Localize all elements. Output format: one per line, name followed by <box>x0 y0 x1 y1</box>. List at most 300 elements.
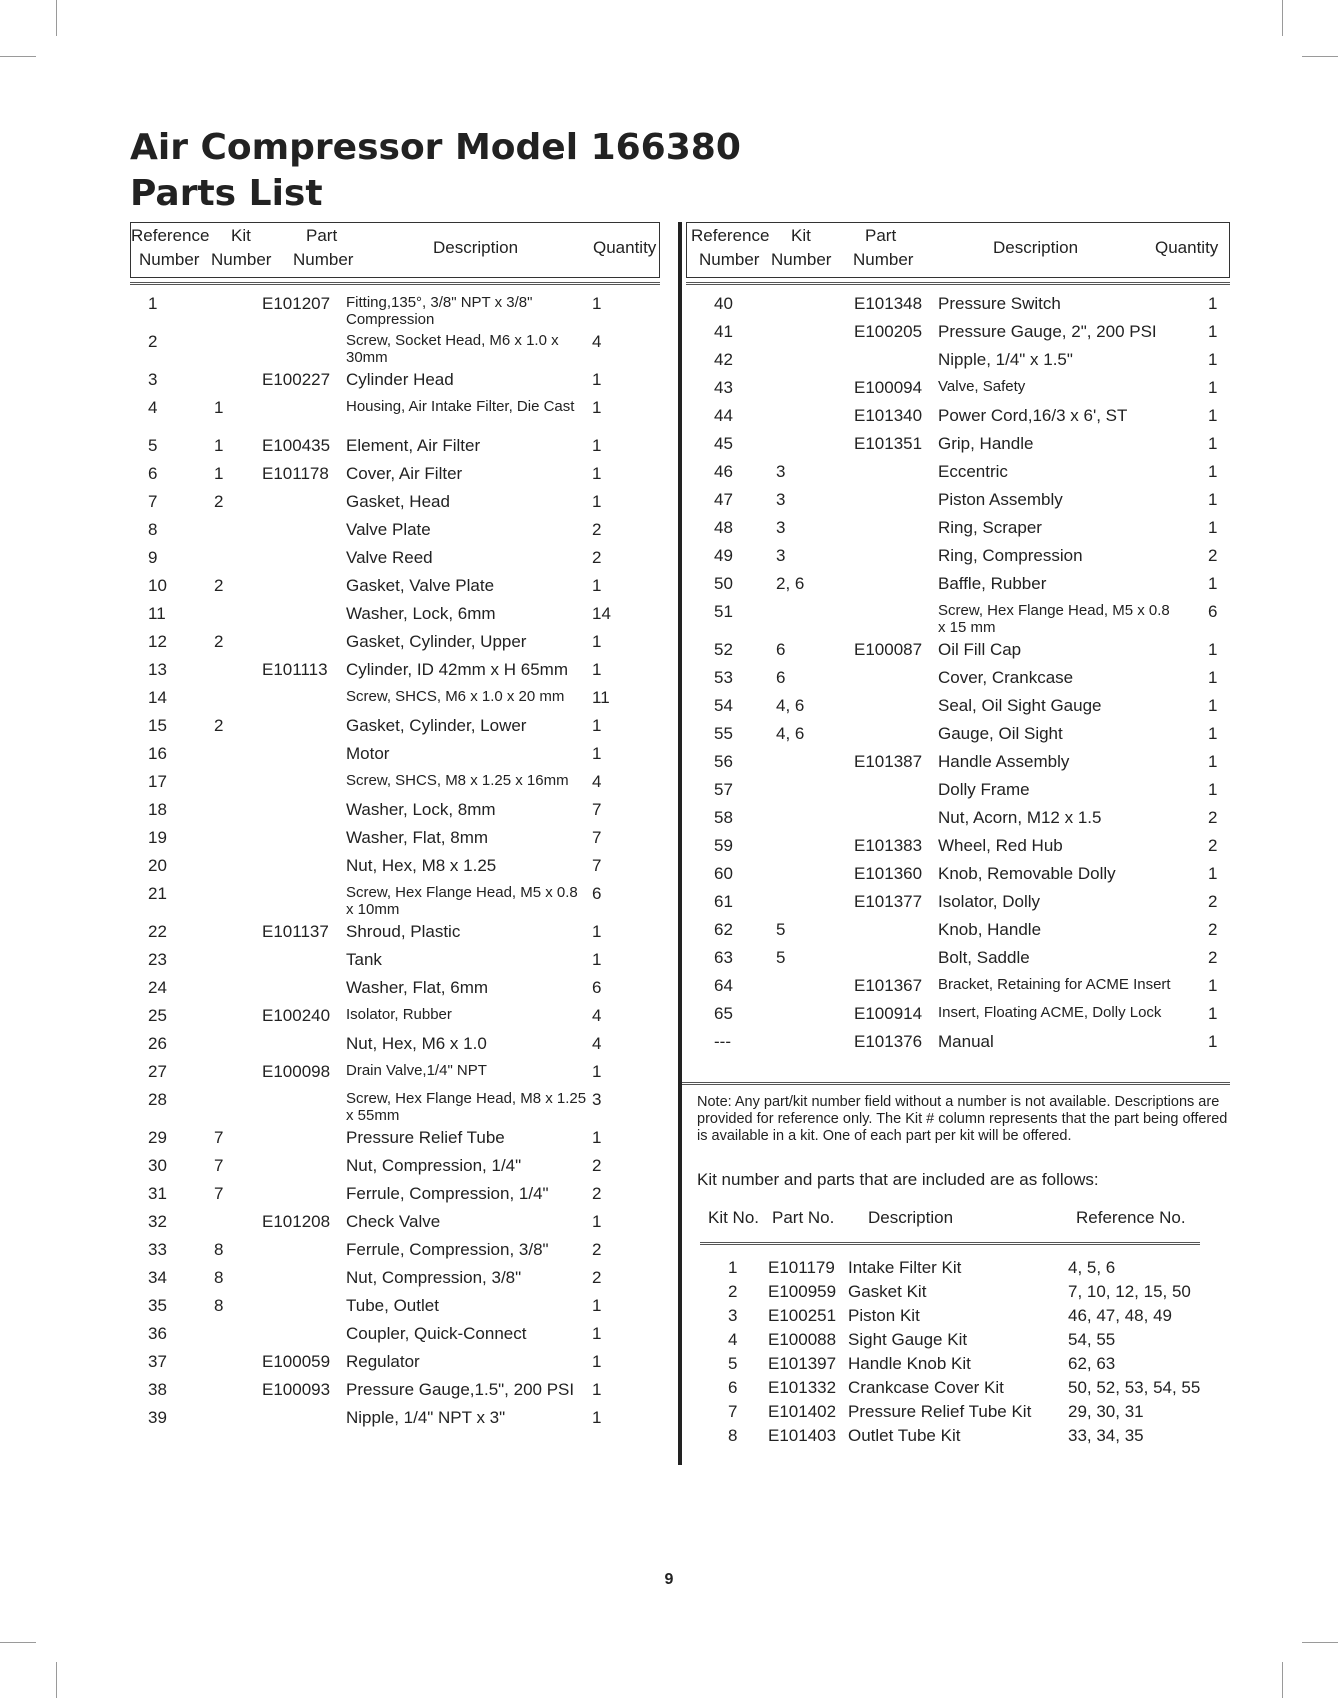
cell-part-number: E101340 <box>854 406 923 425</box>
cell-description: Washer, Flat, 6mm <box>346 978 489 997</box>
cell-description: Fitting,135°, 3/8" NPT x 3/8" Compression <box>346 294 533 328</box>
cell-kit: 7 <box>214 1128 224 1147</box>
cell-quantity: 2 <box>592 1268 602 1287</box>
cell-quantity: 1 <box>1208 518 1218 537</box>
cell-description: Pressure Gauge, 2", 200 PSI <box>938 322 1157 341</box>
table-row <box>686 322 1230 350</box>
cell-quantity: 1 <box>592 398 602 417</box>
cell-quantity: 1 <box>592 1324 602 1343</box>
table-row <box>686 892 1230 920</box>
kit-cell-description: Handle Knob Kit <box>848 1354 971 1373</box>
table-row <box>686 574 1230 602</box>
table-row <box>686 294 1230 322</box>
cell-description: Screw, Hex Flange Head, M5 x 0.8 x 10mm <box>346 884 578 918</box>
cell-reference: 64 <box>714 976 733 995</box>
cell-quantity: 11 <box>592 688 610 707</box>
cell-quantity: 1 <box>592 294 602 313</box>
cell-reference: 29 <box>148 1128 167 1147</box>
crop-mark <box>1282 0 1283 36</box>
cell-description: Piston Assembly <box>938 490 1063 509</box>
cell-description: Nut, Acorn, M12 x 1.5 <box>938 808 1102 827</box>
cell-description: Regulator <box>346 1352 420 1371</box>
cell-part-number: E101351 <box>854 434 923 453</box>
cell-reference: 60 <box>714 864 733 883</box>
cell-description: Gasket, Head <box>346 492 450 511</box>
kit-cell-kit-no: 5 <box>728 1354 738 1373</box>
cell-part-number: E101377 <box>854 892 923 911</box>
note-text: Note: Any part/kit number field without a number is not available. Descriptions are provided for reference only. The Kit # column represents that the part being offered is available in a kit. One of each part per kit will be offered. <box>697 1094 1228 1144</box>
kit-cell-kit-no: 8 <box>728 1426 738 1445</box>
cell-description: Cylinder, ID 42mm x H 65mm <box>346 660 568 679</box>
cell-quantity: 1 <box>592 436 602 455</box>
cell-kit: 2 <box>214 716 224 735</box>
cell-description: Seal, Oil Sight Gauge <box>938 696 1102 715</box>
cell-quantity: 4 <box>592 332 602 351</box>
table-row <box>130 1062 660 1090</box>
cell-description: Element, Air Filter <box>346 436 481 455</box>
cell-description: Washer, Lock, 8mm <box>346 800 496 819</box>
cell-description: Nipple, 1/4" x 1.5" <box>938 350 1073 369</box>
cell-reference: 36 <box>148 1324 167 1343</box>
header-kit-line2: Number <box>771 250 832 269</box>
cell-quantity: 1 <box>1208 294 1218 313</box>
kit-cell-part-no: E100959 <box>768 1282 837 1301</box>
cell-reference: 41 <box>714 322 733 341</box>
kit-row <box>700 1378 1200 1402</box>
cell-quantity: 1 <box>1208 378 1218 397</box>
kit-cell-part-no: E101179 <box>768 1258 835 1277</box>
cell-reference: 34 <box>148 1268 167 1287</box>
parts-table-left <box>130 222 660 1462</box>
cell-part-number: E100205 <box>854 322 923 341</box>
kit-cell-kit-no: 2 <box>728 1282 738 1301</box>
cell-description: Nut, Compression, 1/4" <box>346 1156 522 1175</box>
table-row <box>130 688 660 716</box>
table-row <box>686 780 1230 808</box>
cell-description: Valve, Safety <box>938 378 1026 395</box>
cell-quantity: 1 <box>592 1128 602 1147</box>
cell-part-number: E101178 <box>262 464 329 483</box>
cell-kit: 7 <box>214 1156 224 1175</box>
table-header <box>686 222 1230 278</box>
cell-description: Gasket, Valve Plate <box>346 576 495 595</box>
table-row <box>130 1324 660 1352</box>
table-row <box>686 434 1230 462</box>
kit-row <box>700 1282 1200 1306</box>
cell-description: Nut, Compression, 3/8" <box>346 1268 522 1287</box>
cell-quantity: 1 <box>1208 462 1218 481</box>
cell-quantity: 1 <box>1208 640 1218 659</box>
header-ref-line1: Reference <box>691 226 770 245</box>
table-row <box>686 920 1230 948</box>
header-part-line1: Part <box>865 226 897 245</box>
cell-kit: 3 <box>776 490 786 509</box>
cell-description: Isolator, Dolly <box>938 892 1041 911</box>
kit-cell-description: Pressure Relief Tube Kit <box>848 1402 1032 1421</box>
table-row <box>130 1380 660 1408</box>
crop-mark <box>1282 1662 1283 1698</box>
cell-description: Screw, Hex Flange Head, M8 x 1.25 x 55mm <box>346 1090 587 1124</box>
cell-description: Power Cord,16/3 x 6', ST <box>938 406 1128 425</box>
section-rule <box>682 1082 1230 1085</box>
table-row <box>130 294 660 332</box>
cell-description: Screw, SHCS, M6 x 1.0 x 20 mm <box>346 688 565 705</box>
header-rule <box>130 282 660 285</box>
cell-description: Knob, Handle <box>938 920 1042 939</box>
cell-reference: 58 <box>714 808 733 827</box>
table-row <box>686 378 1230 406</box>
kit-cell-kit-no: 7 <box>728 1402 738 1421</box>
cell-reference: 26 <box>148 1034 167 1053</box>
cell-description: Eccentric <box>938 462 1008 481</box>
cell-kit: 8 <box>214 1296 224 1315</box>
kit-cell-reference-no: 7, 10, 12, 15, 50 <box>1068 1282 1191 1301</box>
cell-description: Cover, Crankcase <box>938 668 1074 687</box>
cell-quantity: 1 <box>1208 864 1218 883</box>
table-row <box>130 332 660 370</box>
table-row <box>130 1184 660 1212</box>
cell-quantity: 1 <box>592 1296 602 1315</box>
cell-reference: 11 <box>148 604 166 623</box>
cell-reference: 62 <box>714 920 733 939</box>
parts-table-right <box>686 222 1230 1082</box>
kit-cell-kit-no: 1 <box>728 1258 738 1277</box>
cell-reference: 45 <box>714 434 733 453</box>
cell-quantity: 1 <box>592 464 602 483</box>
cell-quantity: 1 <box>592 370 602 389</box>
cell-reference: 18 <box>148 800 167 819</box>
cell-description: Gasket, Cylinder, Upper <box>346 632 527 651</box>
kit-cell-reference-no: 62, 63 <box>1068 1354 1116 1373</box>
cell-part-number: E100059 <box>262 1352 331 1371</box>
cell-kit: 1 <box>214 436 224 455</box>
cell-quantity: 1 <box>592 1062 602 1081</box>
table-row <box>130 800 660 828</box>
cell-description: Drain Valve,1/4" NPT <box>346 1062 487 1079</box>
crop-mark <box>56 1662 57 1698</box>
header-quantity: Quantity <box>1155 238 1219 257</box>
cell-reference: 28 <box>148 1090 167 1109</box>
table-row <box>130 1240 660 1268</box>
kit-header-rule <box>700 1242 1200 1245</box>
cell-part-number: E101207 <box>262 294 331 313</box>
table-row <box>130 1296 660 1324</box>
cell-part-number: E100240 <box>262 1006 331 1025</box>
cell-reference: 65 <box>714 1004 733 1023</box>
cell-quantity: 1 <box>592 632 602 651</box>
cell-reference: 30 <box>148 1156 167 1175</box>
kit-cell-description: Gasket Kit <box>848 1282 927 1301</box>
crop-mark <box>1302 56 1338 57</box>
cell-quantity: 2 <box>1208 892 1218 911</box>
cell-quantity: 1 <box>592 1212 602 1231</box>
cell-reference: 1 <box>148 294 158 313</box>
cell-kit: 5 <box>776 948 786 967</box>
crop-mark <box>1302 1642 1338 1643</box>
cell-kit: 4, 6 <box>776 696 805 715</box>
cell-reference: 57 <box>714 780 733 799</box>
kit-cell-part-no: E100088 <box>768 1330 837 1349</box>
cell-quantity: 7 <box>592 856 602 875</box>
cell-reference: 49 <box>714 546 733 565</box>
kit-cell-kit-no: 6 <box>728 1378 738 1397</box>
header-kit-line2: Number <box>211 250 272 269</box>
cell-quantity: 7 <box>592 828 602 847</box>
cell-description: Coupler, Quick-Connect <box>346 1324 527 1343</box>
cell-quantity: 1 <box>592 744 602 763</box>
cell-reference: 47 <box>714 490 733 509</box>
kit-row <box>700 1258 1200 1282</box>
cell-reference: 25 <box>148 1006 167 1025</box>
cell-quantity: 1 <box>592 492 602 511</box>
crop-mark <box>0 1642 36 1643</box>
cell-kit: 3 <box>776 546 786 565</box>
cell-reference: 33 <box>148 1240 167 1259</box>
cell-reference: 22 <box>148 922 167 941</box>
table-row <box>686 948 1230 976</box>
table-row <box>686 462 1230 490</box>
cell-kit: 7 <box>214 1184 224 1203</box>
kit-row <box>700 1306 1200 1330</box>
cell-part-number: E100914 <box>854 1004 923 1023</box>
cell-reference: 5 <box>148 436 158 455</box>
table-row <box>130 492 660 520</box>
cell-description: Tank <box>346 950 382 969</box>
cell-description: Screw, SHCS, M8 x 1.25 x 16mm <box>346 772 569 789</box>
cell-quantity: 1 <box>1208 1004 1218 1023</box>
kit-cell-reference-no: 46, 47, 48, 49 <box>1068 1306 1172 1325</box>
table-row <box>686 1032 1230 1060</box>
cell-quantity: 1 <box>592 1380 602 1399</box>
table-row <box>130 744 660 772</box>
cell-reference: 13 <box>148 660 167 679</box>
table-row <box>686 808 1230 836</box>
table-row <box>130 1034 660 1062</box>
header-description: Description <box>433 238 519 257</box>
kit-cell-description: Crankcase Cover Kit <box>848 1378 1004 1397</box>
cell-description: Screw, Hex Flange Head, M5 x 0.8 x 15 mm <box>938 602 1170 636</box>
cell-kit: 6 <box>776 668 786 687</box>
cell-description: Motor <box>346 744 390 763</box>
cell-quantity: 1 <box>1208 696 1218 715</box>
cell-reference: 46 <box>714 462 733 481</box>
table-row <box>686 752 1230 780</box>
cell-description: Handle Assembly <box>938 752 1070 771</box>
cell-description: Baffle, Rubber <box>938 574 1047 593</box>
kit-row <box>700 1426 1200 1450</box>
table-row <box>130 1156 660 1184</box>
cell-description: Pressure Relief Tube <box>346 1128 505 1147</box>
cell-reference: 38 <box>148 1380 167 1399</box>
table-row <box>130 576 660 604</box>
cell-description: Bolt, Saddle <box>938 948 1030 967</box>
cell-quantity: 2 <box>1208 920 1218 939</box>
kit-cell-part-no: E101397 <box>768 1354 837 1373</box>
kit-row <box>700 1402 1200 1426</box>
cell-description: Pressure Gauge,1.5", 200 PSI <box>346 1380 575 1399</box>
table-row <box>130 548 660 576</box>
cell-reference: 19 <box>148 828 167 847</box>
cell-reference: 21 <box>148 884 167 903</box>
cell-description: Valve Plate <box>346 520 431 539</box>
cell-reference: 23 <box>148 950 167 969</box>
cell-description: Nipple, 1/4" NPT x 3" <box>346 1408 506 1427</box>
cell-reference: 42 <box>714 350 733 369</box>
cell-quantity: 1 <box>592 922 602 941</box>
table-row <box>130 978 660 1006</box>
cell-description: Check Valve <box>346 1212 441 1231</box>
cell-quantity: 2 <box>592 548 602 567</box>
cell-reference: 59 <box>714 836 733 855</box>
cell-kit: 5 <box>776 920 786 939</box>
cell-description: Housing, Air Intake Filter, Die Cast <box>346 398 575 415</box>
cell-reference: 2 <box>148 332 158 351</box>
table-row <box>686 406 1230 434</box>
table-row <box>686 350 1230 378</box>
cell-part-number: E101137 <box>262 922 329 941</box>
table-row <box>130 772 660 800</box>
cell-reference: 37 <box>148 1352 167 1371</box>
cell-part-number: E101348 <box>854 294 923 313</box>
kit-cell-description: Outlet Tube Kit <box>848 1426 961 1445</box>
cell-quantity: 1 <box>592 1408 602 1427</box>
table-row <box>686 640 1230 668</box>
cell-description: Cylinder Head <box>346 370 454 389</box>
cell-kit: 2 <box>214 576 224 595</box>
cell-description: Ferrule, Compression, 3/8" <box>346 1240 549 1259</box>
cell-description: Wheel, Red Hub <box>938 836 1063 855</box>
cell-reference: 12 <box>148 632 167 651</box>
table-row <box>686 724 1230 752</box>
cell-description: Gauge, Oil Sight <box>938 724 1063 743</box>
kit-cell-reference-no: 29, 30, 31 <box>1068 1402 1144 1421</box>
cell-part-number: E101367 <box>854 976 923 995</box>
cell-reference: 53 <box>714 668 733 687</box>
header-part-line2: Number <box>293 250 354 269</box>
cell-quantity: 4 <box>592 1034 602 1053</box>
kit-header-part-no: Part No. <box>772 1208 835 1227</box>
cell-reference: 8 <box>148 520 158 539</box>
cell-reference: 61 <box>714 892 733 911</box>
cell-quantity: 1 <box>592 660 602 679</box>
cell-reference: 52 <box>714 640 733 659</box>
cell-reference: 20 <box>148 856 167 875</box>
cell-description: Isolator, Rubber <box>346 1006 452 1023</box>
header-description: Description <box>993 238 1079 257</box>
cell-quantity: 6 <box>592 884 602 903</box>
cell-quantity: 1 <box>592 716 602 735</box>
kit-cell-reference-no: 50, 52, 53, 54, 55 <box>1068 1378 1201 1397</box>
cell-quantity: 1 <box>1208 350 1218 369</box>
cell-kit: 8 <box>214 1268 224 1287</box>
cell-quantity: 4 <box>592 772 602 791</box>
cell-description: Insert, Floating ACME, Dolly Lock <box>938 1004 1162 1021</box>
cell-reference: 39 <box>148 1408 167 1427</box>
table-row <box>686 976 1230 1004</box>
cell-quantity: 1 <box>1208 976 1218 995</box>
header-ref-line1: Reference <box>131 226 210 245</box>
table-row <box>130 1408 660 1436</box>
cell-quantity: 1 <box>1208 752 1218 771</box>
page-number: 9 <box>664 1571 674 1588</box>
cell-part-number: E101376 <box>854 1032 923 1051</box>
table-row <box>686 668 1230 696</box>
cell-description: Washer, Lock, 6mm <box>346 604 496 623</box>
column-divider <box>678 222 682 1465</box>
cell-description: Ring, Scraper <box>938 518 1042 537</box>
cell-description: Cover, Air Filter <box>346 464 463 483</box>
cell-quantity: 1 <box>1208 1032 1218 1051</box>
cell-kit: 2, 6 <box>776 574 805 593</box>
cell-kit: 1 <box>214 398 224 417</box>
cell-quantity: 2 <box>1208 546 1218 565</box>
cell-description: Ferrule, Compression, 1/4" <box>346 1184 549 1203</box>
cell-description: Pressure Switch <box>938 294 1061 313</box>
table-row <box>686 1004 1230 1032</box>
header-quantity: Quantity <box>593 238 657 257</box>
kit-cell-description: Sight Gauge Kit <box>848 1330 968 1349</box>
cell-part-number: E100098 <box>262 1062 331 1081</box>
kit-cell-description: Intake Filter Kit <box>848 1258 962 1277</box>
cell-quantity: 1 <box>1208 406 1218 425</box>
table-row <box>130 922 660 950</box>
table-row <box>130 828 660 856</box>
cell-quantity: 4 <box>592 1006 602 1025</box>
cell-description: Nut, Hex, M8 x 1.25 <box>346 856 497 875</box>
cell-reference: 56 <box>714 752 733 771</box>
table-row <box>130 950 660 978</box>
header-kit-line1: Kit <box>231 226 251 245</box>
cell-description: Grip, Handle <box>938 434 1034 453</box>
cell-description: Nut, Hex, M6 x 1.0 <box>346 1034 487 1053</box>
kit-cell-reference-no: 33, 34, 35 <box>1068 1426 1144 1445</box>
cell-reference: 43 <box>714 378 733 397</box>
title-model: Air Compressor Model 166380 <box>130 127 741 168</box>
cell-quantity: 1 <box>1208 724 1218 743</box>
header-kit-line1: Kit <box>791 226 811 245</box>
table-row <box>130 660 660 688</box>
kit-cell-reference-no: 54, 55 <box>1068 1330 1116 1349</box>
cell-kit: 1 <box>214 464 224 483</box>
cell-reference: 15 <box>148 716 167 735</box>
table-row <box>130 1352 660 1380</box>
cell-description: Manual <box>938 1032 994 1051</box>
table-row <box>686 518 1230 546</box>
cell-reference: 55 <box>714 724 733 743</box>
table-row <box>686 836 1230 864</box>
cell-reference: 54 <box>714 696 733 715</box>
table-row <box>130 1090 660 1128</box>
table-row <box>686 864 1230 892</box>
cell-kit: 3 <box>776 518 786 537</box>
cell-part-number: E100093 <box>262 1380 331 1399</box>
table-row <box>130 464 660 492</box>
table-row <box>686 602 1230 640</box>
kit-row <box>700 1330 1200 1354</box>
cell-description: Dolly Frame <box>938 780 1030 799</box>
cell-quantity: 2 <box>1208 948 1218 967</box>
table-row <box>130 716 660 744</box>
cell-part-number: E101113 <box>262 660 328 679</box>
header-rule <box>686 282 1230 285</box>
cell-quantity: 1 <box>592 1352 602 1371</box>
table-row <box>130 884 660 922</box>
cell-quantity: 1 <box>1208 668 1218 687</box>
kit-header-kit-no: Kit No. <box>708 1208 760 1227</box>
kit-header-description: Description <box>868 1208 954 1227</box>
cell-reference: 16 <box>148 744 167 763</box>
cell-reference: 63 <box>714 948 733 967</box>
